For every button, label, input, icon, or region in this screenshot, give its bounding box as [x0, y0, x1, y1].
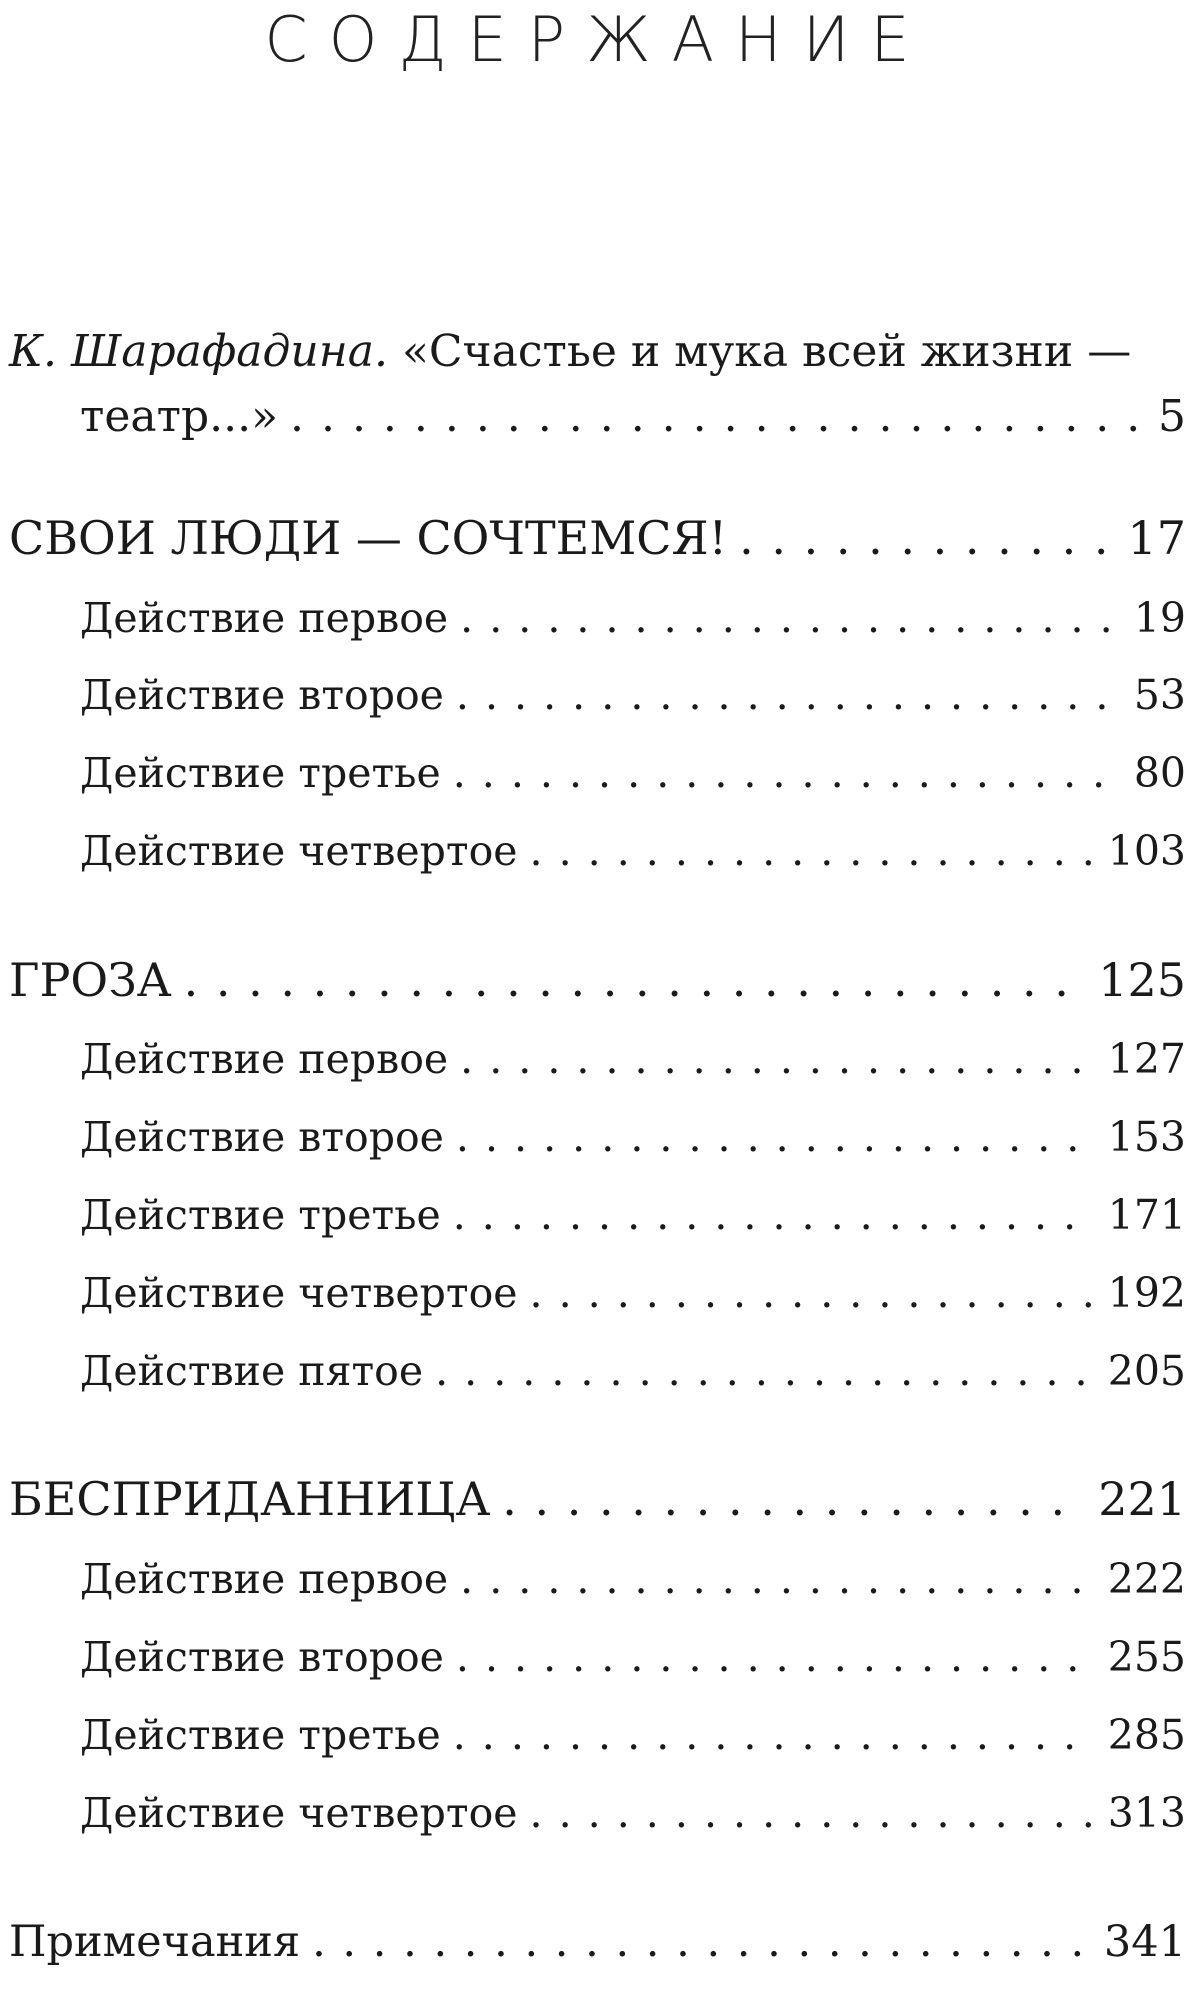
toc-section-bespridannitsa[interactable]	[9, 1469, 1186, 1529]
intro-author: К. Шарафадина.	[9, 326, 388, 377]
leader-dots	[453, 745, 1122, 801]
toc-act-entry[interactable]	[80, 745, 1186, 801]
act-label: Действие третье	[80, 1191, 441, 1239]
toc-section-svoi-lyudi[interactable]	[9, 508, 1186, 568]
act-page-number: 103	[1107, 827, 1186, 875]
act-label: Действие третье	[80, 749, 441, 797]
leader-dots	[530, 1785, 1096, 1841]
toc-act-entry[interactable]	[80, 1629, 1186, 1685]
act-page-number: 153	[1107, 1113, 1186, 1161]
act-label: Действие первое	[80, 1035, 449, 1083]
act-page-number: 53	[1133, 671, 1186, 719]
section-page-number: 17	[1127, 511, 1186, 565]
intro-entry-line2[interactable]	[80, 387, 1186, 447]
leader-dots	[460, 590, 1122, 646]
leader-dots	[453, 1187, 1096, 1243]
section-title: БЕСПРИДАННИЦА	[9, 1472, 491, 1526]
leader-dots	[502, 1469, 1086, 1529]
act-label: Действие первое	[80, 1555, 449, 1603]
act-page-number: 255	[1107, 1633, 1186, 1681]
intro-title-part1: «Счастье и мука всей жизни —	[401, 326, 1132, 377]
act-label: Действие четвертое	[80, 1269, 518, 1317]
toc-notes-entry[interactable]	[9, 1912, 1186, 1972]
leader-dots	[456, 1629, 1096, 1685]
act-label: Действие второе	[80, 1113, 444, 1161]
act-page-number: 313	[1107, 1789, 1186, 1837]
act-page-number: 205	[1107, 1347, 1186, 1395]
toc-act-entry[interactable]	[80, 1187, 1186, 1243]
toc-act-entry[interactable]	[80, 1031, 1186, 1087]
act-page-number: 19	[1133, 594, 1186, 642]
leader-dots	[456, 1109, 1096, 1165]
act-label: Действие четвертое	[80, 827, 518, 875]
act-label: Действие первое	[80, 594, 449, 642]
toc-act-entry[interactable]	[80, 1265, 1186, 1321]
toc-act-entry[interactable]	[80, 667, 1186, 723]
act-page-number: 127	[1107, 1035, 1186, 1083]
leader-dots	[530, 1265, 1096, 1321]
leader-dots	[456, 667, 1122, 723]
act-label: Действие второе	[80, 1633, 444, 1681]
leader-dots	[453, 1707, 1096, 1763]
act-page-number: 285	[1107, 1711, 1186, 1759]
leader-dots	[184, 950, 1087, 1010]
act-label: Действие четвертое	[80, 1789, 518, 1837]
toc-act-entry[interactable]	[80, 1343, 1186, 1399]
leader-dots	[435, 1343, 1096, 1399]
leader-dots	[739, 508, 1115, 568]
toc-act-entry[interactable]	[80, 1785, 1186, 1841]
toc-act-entry[interactable]	[80, 590, 1186, 646]
section-page-number: 221	[1098, 1472, 1186, 1526]
notes-page-number: 341	[1103, 1917, 1186, 1967]
act-page-number: 80	[1133, 749, 1186, 797]
intro-entry-line1[interactable]	[9, 322, 1186, 382]
act-page-number: 171	[1107, 1191, 1186, 1239]
leader-dots	[530, 823, 1096, 879]
toc-section-groza[interactable]	[9, 950, 1186, 1010]
toc-act-entry[interactable]	[80, 1707, 1186, 1763]
section-title: ГРОЗА	[9, 953, 172, 1007]
act-label: Действие второе	[80, 671, 444, 719]
toc-act-entry[interactable]	[80, 1551, 1186, 1607]
leader-dots	[460, 1551, 1096, 1607]
toc-act-entry[interactable]	[80, 1109, 1186, 1165]
leader-dots	[290, 387, 1146, 447]
act-label: Действие третье	[80, 1711, 441, 1759]
leader-dots	[312, 1912, 1092, 1972]
section-title: СВОИ ЛЮДИ — СОЧТЕМСЯ!	[9, 511, 728, 565]
notes-label: Примечания	[9, 1917, 301, 1967]
intro-title-part2: театр...»	[80, 391, 278, 442]
act-page-number: 192	[1107, 1269, 1186, 1317]
leader-dots	[460, 1031, 1096, 1087]
toc-act-entry[interactable]	[80, 823, 1186, 879]
act-label: Действие пятое	[80, 1347, 424, 1395]
page-title: СОДЕРЖАНИЕ	[264, 3, 931, 76]
section-page-number: 125	[1098, 953, 1186, 1007]
intro-page-number: 5	[1158, 391, 1186, 442]
act-page-number: 222	[1107, 1555, 1186, 1603]
